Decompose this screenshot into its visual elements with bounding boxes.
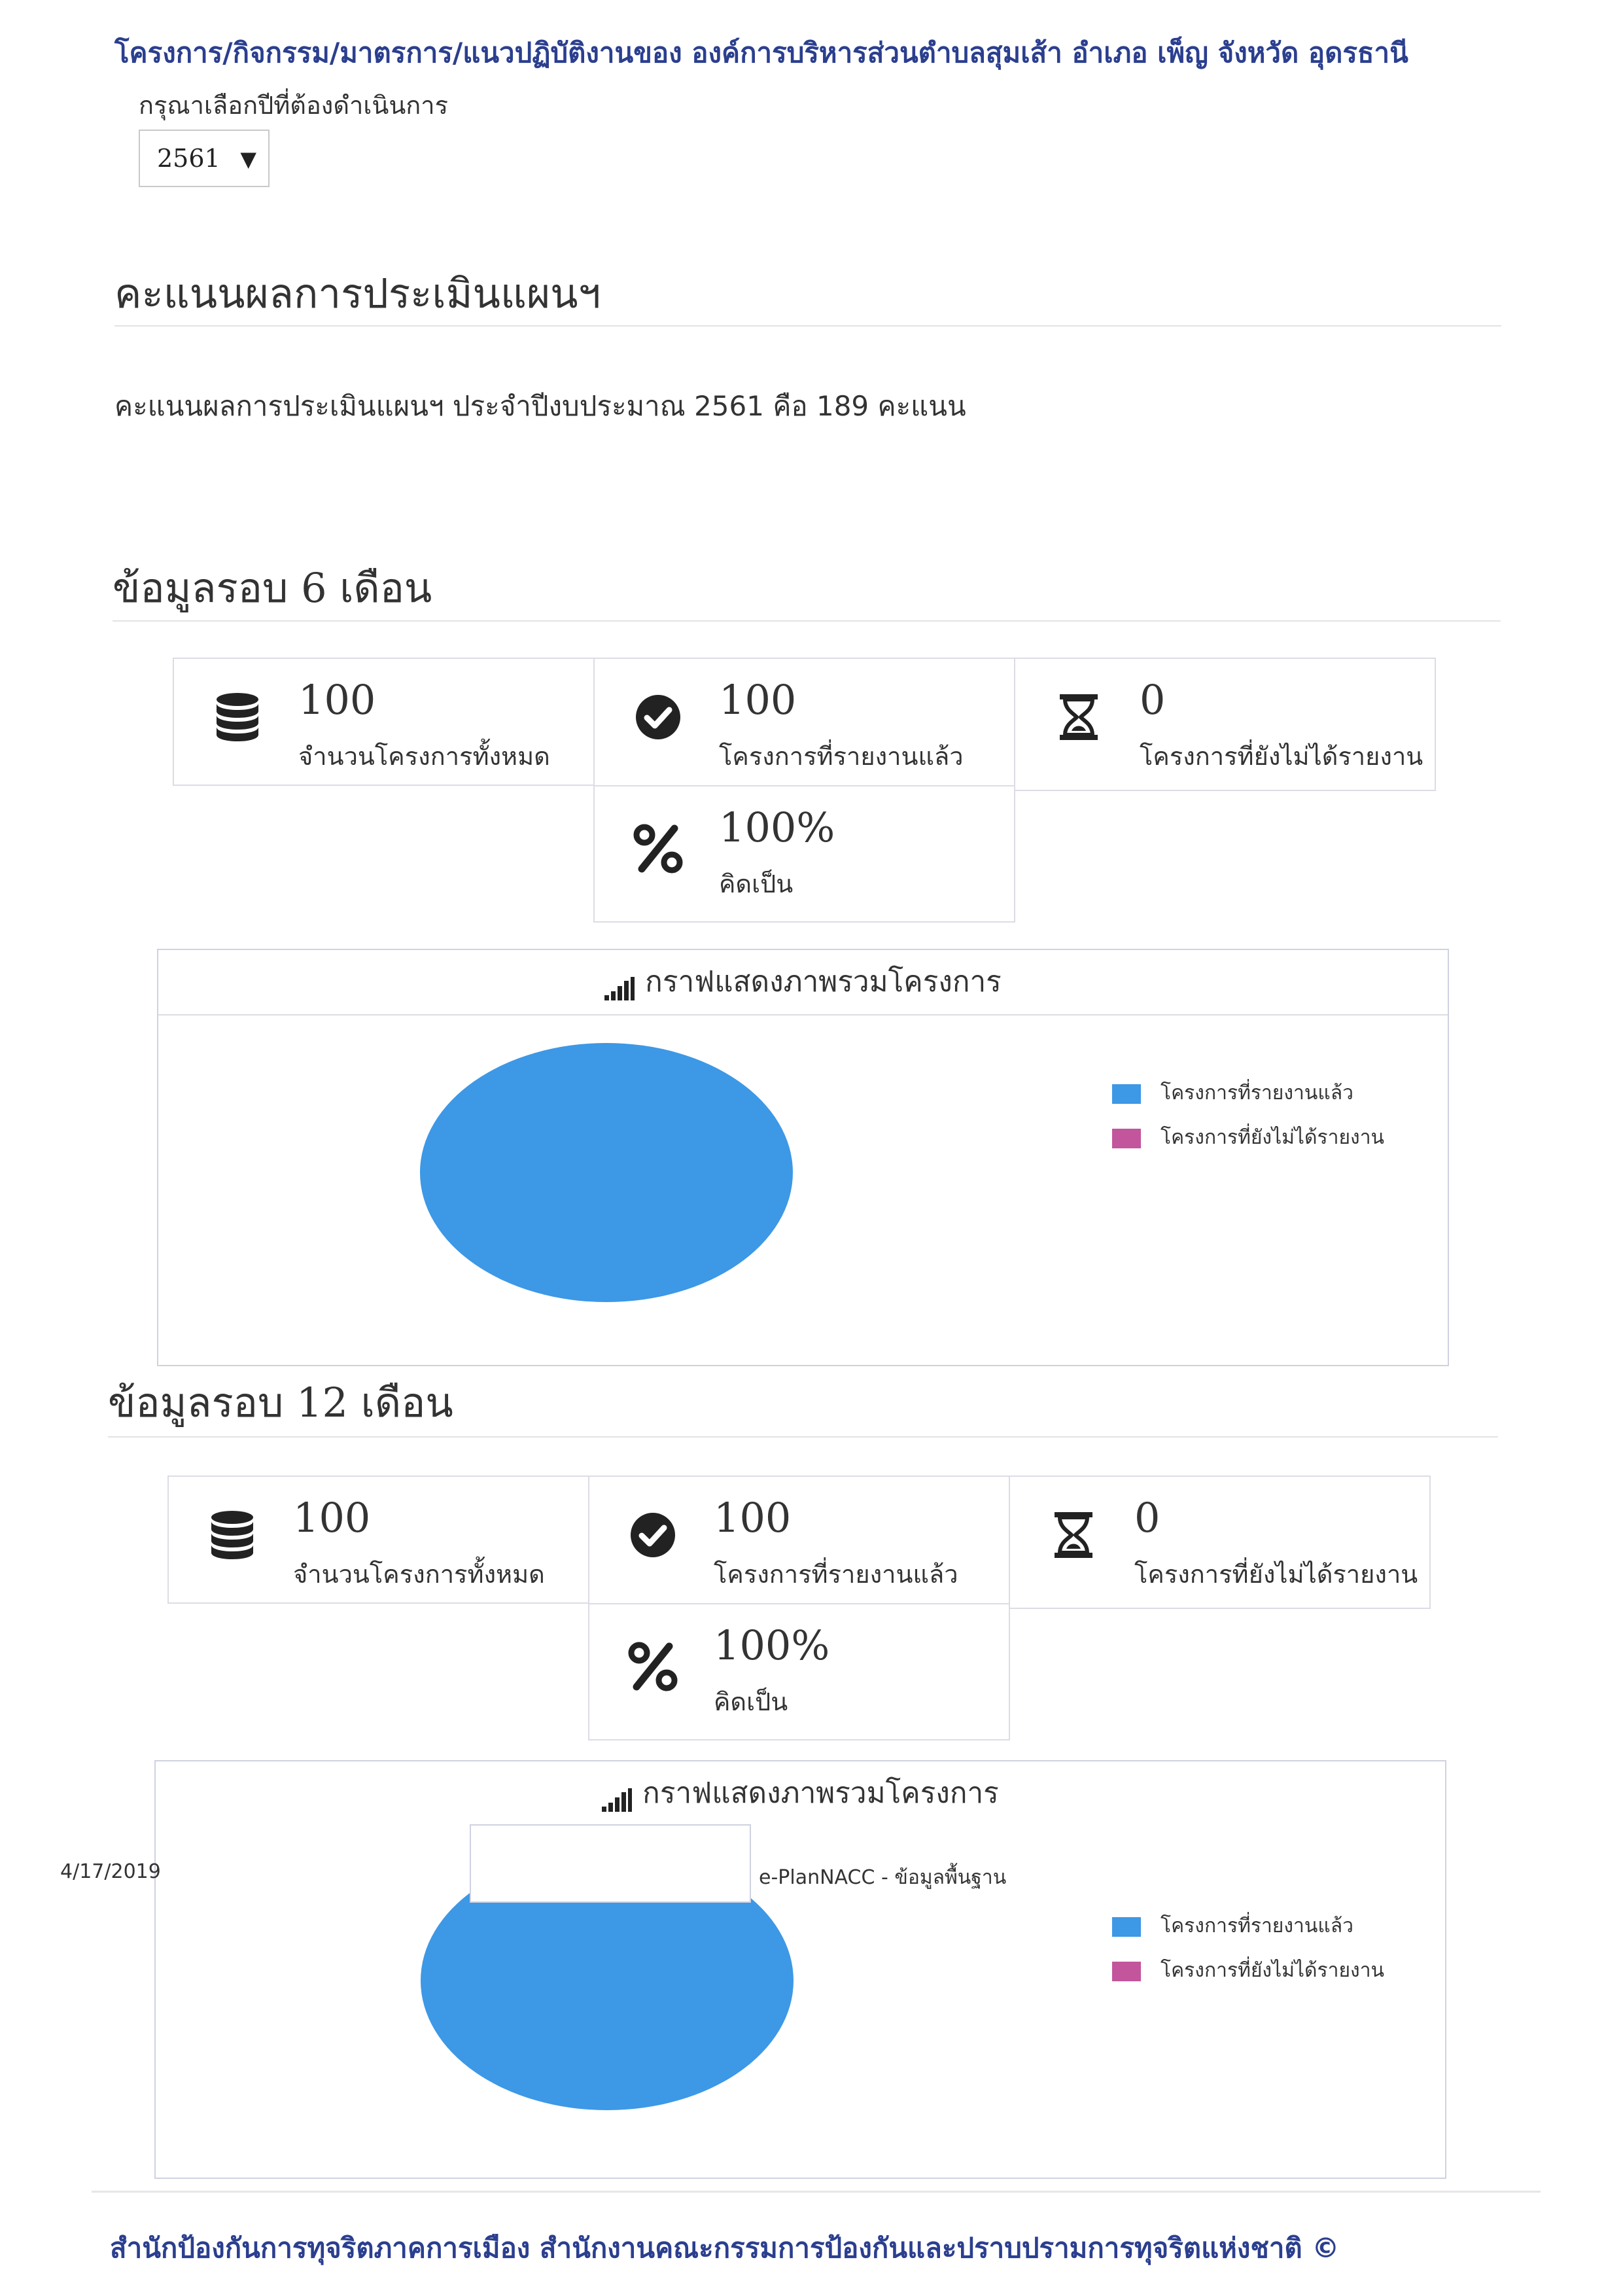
percent-icon [627,1641,678,1692]
legend-item-pending [1112,1955,1384,1986]
legend-label: โครงการที่รายงานแล้ว [1161,1915,1353,1937]
footer-text: สำนักป้องกันการทุจริตภาคการเมือง สำนักงานคณะกรรมการป้องกันและปราบปรามการทุจริตแห่งชาติ © [110,2232,1340,2264]
bar-chart-icon [602,1788,632,1812]
legend-swatch [1112,1084,1141,1104]
pie-chart [417,1035,809,1310]
twelve-month-chart-panel [154,1760,1446,2179]
total-projects-label: จำนวนโครงการทั้งหมด [293,1560,545,1589]
chart-title: กราฟแสดงภาพรวมโครงการ [642,1776,999,1810]
print-date: 4/17/2019 [60,1860,161,1883]
percent-card [588,1603,1010,1740]
reported-projects-label: โครงการที่รายงานแล้ว [719,742,964,771]
percent-card [593,785,1015,923]
legend-item-reported [1112,1911,1353,1941]
footer-divider [92,2191,1541,2193]
year-select-value: 2561 [157,144,220,173]
total-projects-card [167,1475,589,1604]
page-header: โครงการ/กิจกรรม/มาตรการ/แนวปฏิบัติงานของ องค์การบริหารส่วนตำบลสุมเส้า อำเภอ เพ็ญ จังหวัด อุดรธานี [114,37,1408,69]
legend-swatch [1112,1962,1141,1981]
twelve-month-title: ข้อมูลรอบ 12 เดือน [108,1379,453,1426]
reported-projects-card [588,1475,1010,1609]
database-icon [212,692,263,743]
print-page-title: e-PlanNACC - ข้อมูลพื้นฐาน [759,1866,1007,1889]
percent-icon [633,823,684,874]
legend-label: โครงการที่รายงานแล้ว [1161,1082,1353,1104]
chart-title: กราฟแสดงภาพรวมโครงการ [645,965,1002,998]
hourglass-icon [1053,692,1104,743]
reported-projects-value: 100 [719,676,797,724]
reported-projects-label: โครงการที่รายงานแล้ว [714,1560,958,1589]
percent-value: 100% [719,804,835,851]
bar-chart-icon [604,977,635,1000]
check-circle-icon [627,1510,678,1561]
database-icon [207,1510,258,1561]
pending-projects-value: 0 [1134,1494,1161,1542]
legend-item-reported [1112,1078,1353,1108]
chart-panel-header [158,950,1448,1016]
total-projects-card [173,658,595,786]
legend-item-pending [1112,1122,1384,1153]
print-overlay-box [470,1824,751,1903]
percent-label: คิดเป็น [714,1687,788,1716]
hourglass-icon [1048,1510,1099,1561]
legend-label: โครงการที่ยังไม่ได้รายงาน [1161,1959,1385,1982]
check-circle-icon [633,692,684,743]
legend-swatch [1112,1129,1141,1148]
pending-projects-value: 0 [1140,676,1166,724]
pending-projects-card [1009,1475,1431,1609]
section-divider [108,1436,1498,1438]
pending-projects-label: โครงการที่ยังไม่ได้รายงาน [1134,1560,1418,1589]
total-projects-label: จำนวนโครงการทั้งหมด [298,742,550,771]
pie-slice [420,1043,793,1302]
chevron-down-icon: ▼ [240,147,256,171]
chart-panel-header [156,1761,1445,1826]
percent-value: 100% [714,1621,830,1669]
year-select-label: กรุณาเลือกปีที่ต้องดำเนินการ [139,91,449,120]
year-select[interactable] [139,130,270,187]
percent-label: คิดเป็น [719,870,794,898]
score-section-title: คะแนนผลการประเมินแผนฯ [114,270,601,317]
pending-projects-card [1014,658,1436,791]
six-month-title: ข้อมูลรอบ 6 เดือน [113,564,432,612]
six-month-chart-panel [157,949,1449,1366]
total-projects-value: 100 [298,676,376,724]
legend-label: โครงการที่ยังไม่ได้รายงาน [1161,1126,1385,1149]
pending-projects-label: โครงการที่ยังไม่ได้รายงาน [1140,742,1423,771]
section-divider [114,325,1501,327]
reported-projects-card [593,658,1015,791]
legend-swatch [1112,1917,1141,1937]
score-text: คะแนนผลการประเมินแผนฯ ประจำปีงบประมาณ 2561 คือ 189 คะแนน [114,390,966,422]
section-divider [113,620,1501,622]
reported-projects-value: 100 [714,1494,792,1542]
total-projects-value: 100 [293,1494,371,1542]
